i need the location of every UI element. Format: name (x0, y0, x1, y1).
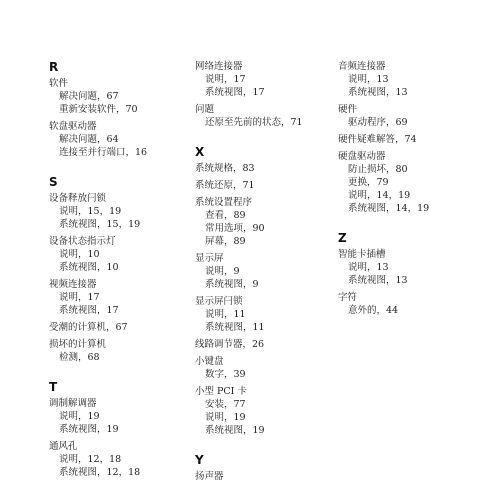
index-subentry: 系统视图，17 (59, 305, 119, 316)
index-entry (195, 162, 335, 175)
index-subentry: 说明，10 (59, 249, 100, 260)
index-subentry: 说明，17 (205, 74, 246, 85)
index-subentry: 说明，19 (59, 411, 100, 422)
index-subentry: 安装，77 (205, 399, 246, 410)
index-column-2 (195, 60, 335, 487)
index-subentry: 系统视图，12，18 (59, 467, 141, 478)
index-term: 通风孔 (49, 441, 78, 452)
index-subentry: 系统视图，10 (59, 262, 119, 273)
index-entry (338, 248, 478, 287)
index-entry (49, 278, 189, 317)
index-term: 扬声器 (195, 471, 224, 482)
index-subentry: 说明，19 (205, 412, 246, 423)
index-subentry: 系统视图，15，19 (59, 219, 141, 230)
index-subentry: 系统视图，17 (205, 87, 265, 98)
index-term: 硬件疑难解答，74 (338, 134, 417, 145)
index-entry (49, 192, 189, 231)
index-entry (195, 385, 335, 437)
index-subentry: 系统视图，19 (59, 424, 119, 435)
index-subentry: 系统视图，13 (348, 87, 408, 98)
index-entry (195, 295, 335, 334)
index-subentry: 屏幕，89 (205, 236, 246, 247)
index-entry (338, 103, 478, 129)
index-entry (49, 321, 189, 334)
index-term: 字符 (338, 292, 358, 303)
index-subentry: 解决问题，64 (59, 134, 119, 145)
index-term: 系统还原，71 (195, 180, 255, 191)
index-entry (195, 103, 335, 129)
index-entry (195, 252, 335, 291)
index-entry (49, 77, 189, 116)
index-section (195, 453, 335, 483)
index-term: 视频连接器 (49, 279, 97, 290)
index-entry (49, 397, 189, 436)
index-entry (338, 291, 478, 317)
index-subentry: 系统视图，14，19 (348, 203, 430, 214)
index-subentry: 说明，11 (205, 309, 246, 320)
section-letter: S (49, 175, 58, 189)
index-entry (195, 355, 335, 381)
index-subentry: 说明，14，19 (348, 190, 411, 201)
index-term: 设备释放闩锁 (49, 193, 107, 204)
index-subentry: 系统视图，9 (205, 279, 259, 290)
index-term: 硬盘驱动器 (338, 151, 386, 162)
index-section (338, 231, 478, 317)
index-subentry: 数字，39 (205, 369, 246, 380)
index-entry (338, 60, 478, 99)
index-entry (195, 470, 335, 483)
index-entry (49, 120, 189, 159)
index-term: 设备状态指示灯 (49, 236, 116, 247)
index-subentry: 重新安装软件，70 (59, 104, 138, 115)
index-subentry: 连接至并行端口，16 (59, 147, 148, 158)
index-entry (49, 235, 189, 274)
section-letter: X (195, 145, 205, 159)
index-term: 线路调节器，26 (195, 339, 265, 350)
index-subentry: 防止损坏，80 (348, 164, 408, 175)
index-term: 显示屏 (195, 253, 224, 264)
index-subentry: 说明，13 (348, 74, 389, 85)
index-subentry: 说明，13 (348, 262, 389, 273)
index-subentry: 说明，9 (205, 266, 240, 277)
index-section (49, 60, 189, 159)
index-subentry: 系统视图，11 (205, 322, 265, 333)
index-entry (195, 179, 335, 192)
section-letter: Z (338, 231, 347, 245)
index-subentry: 系统视图，13 (348, 275, 408, 286)
index-entry (338, 133, 478, 146)
index-subentry: 意外的，44 (348, 305, 399, 316)
index-term: 调制解调器 (49, 398, 97, 409)
index-column-1 (49, 60, 189, 483)
index-section (195, 60, 335, 129)
index-term: 智能卡插槽 (338, 249, 386, 260)
index-subentry: 说明，15，19 (59, 206, 122, 217)
index-section (195, 145, 335, 437)
index-term: 显示屏闩锁 (195, 296, 243, 307)
index-section (49, 380, 189, 479)
index-term: 小型 PCI 卡 (195, 386, 247, 397)
index-subentry: 还原至先前的状态，71 (205, 117, 303, 128)
index-term: 小键盘 (195, 356, 224, 367)
index-term: 软盘驱动器 (49, 121, 97, 132)
index-term: 受潮的计算机，67 (49, 322, 128, 333)
index-section (338, 60, 478, 215)
index-subentry: 解决问题，67 (59, 91, 119, 102)
index-subentry: 驱动程序，69 (348, 117, 408, 128)
index-entry (195, 196, 335, 248)
index-subentry: 系统视图，19 (205, 425, 265, 436)
index-term: 硬件 (338, 104, 358, 115)
index-entry (195, 60, 335, 99)
section-letter: T (49, 380, 58, 394)
index-subentry: 查看，89 (205, 210, 246, 221)
index-entry (338, 150, 478, 215)
index-subentry: 说明，12，18 (59, 454, 122, 465)
index-column-3 (338, 60, 478, 321)
index-term: 问题 (195, 104, 215, 115)
index-subentry: 常用选项，90 (205, 223, 265, 234)
index-subentry: 检测，68 (59, 352, 100, 363)
index-term: 软件 (49, 78, 69, 89)
index-term: 损坏的计算机 (49, 339, 107, 350)
index-entry (195, 338, 335, 351)
section-letter: R (49, 60, 59, 74)
index-subentry: 更换，79 (348, 177, 389, 188)
index-section (49, 175, 189, 364)
index-term: 系统规格，83 (195, 163, 255, 174)
index-entry (49, 440, 189, 479)
index-entry (49, 338, 189, 364)
index-term: 网络连接器 (195, 61, 243, 72)
index-term: 音频连接器 (338, 61, 386, 72)
section-letter: Y (195, 453, 204, 467)
index-term: 系统设置程序 (195, 197, 253, 208)
index-subentry: 说明，17 (59, 292, 100, 303)
